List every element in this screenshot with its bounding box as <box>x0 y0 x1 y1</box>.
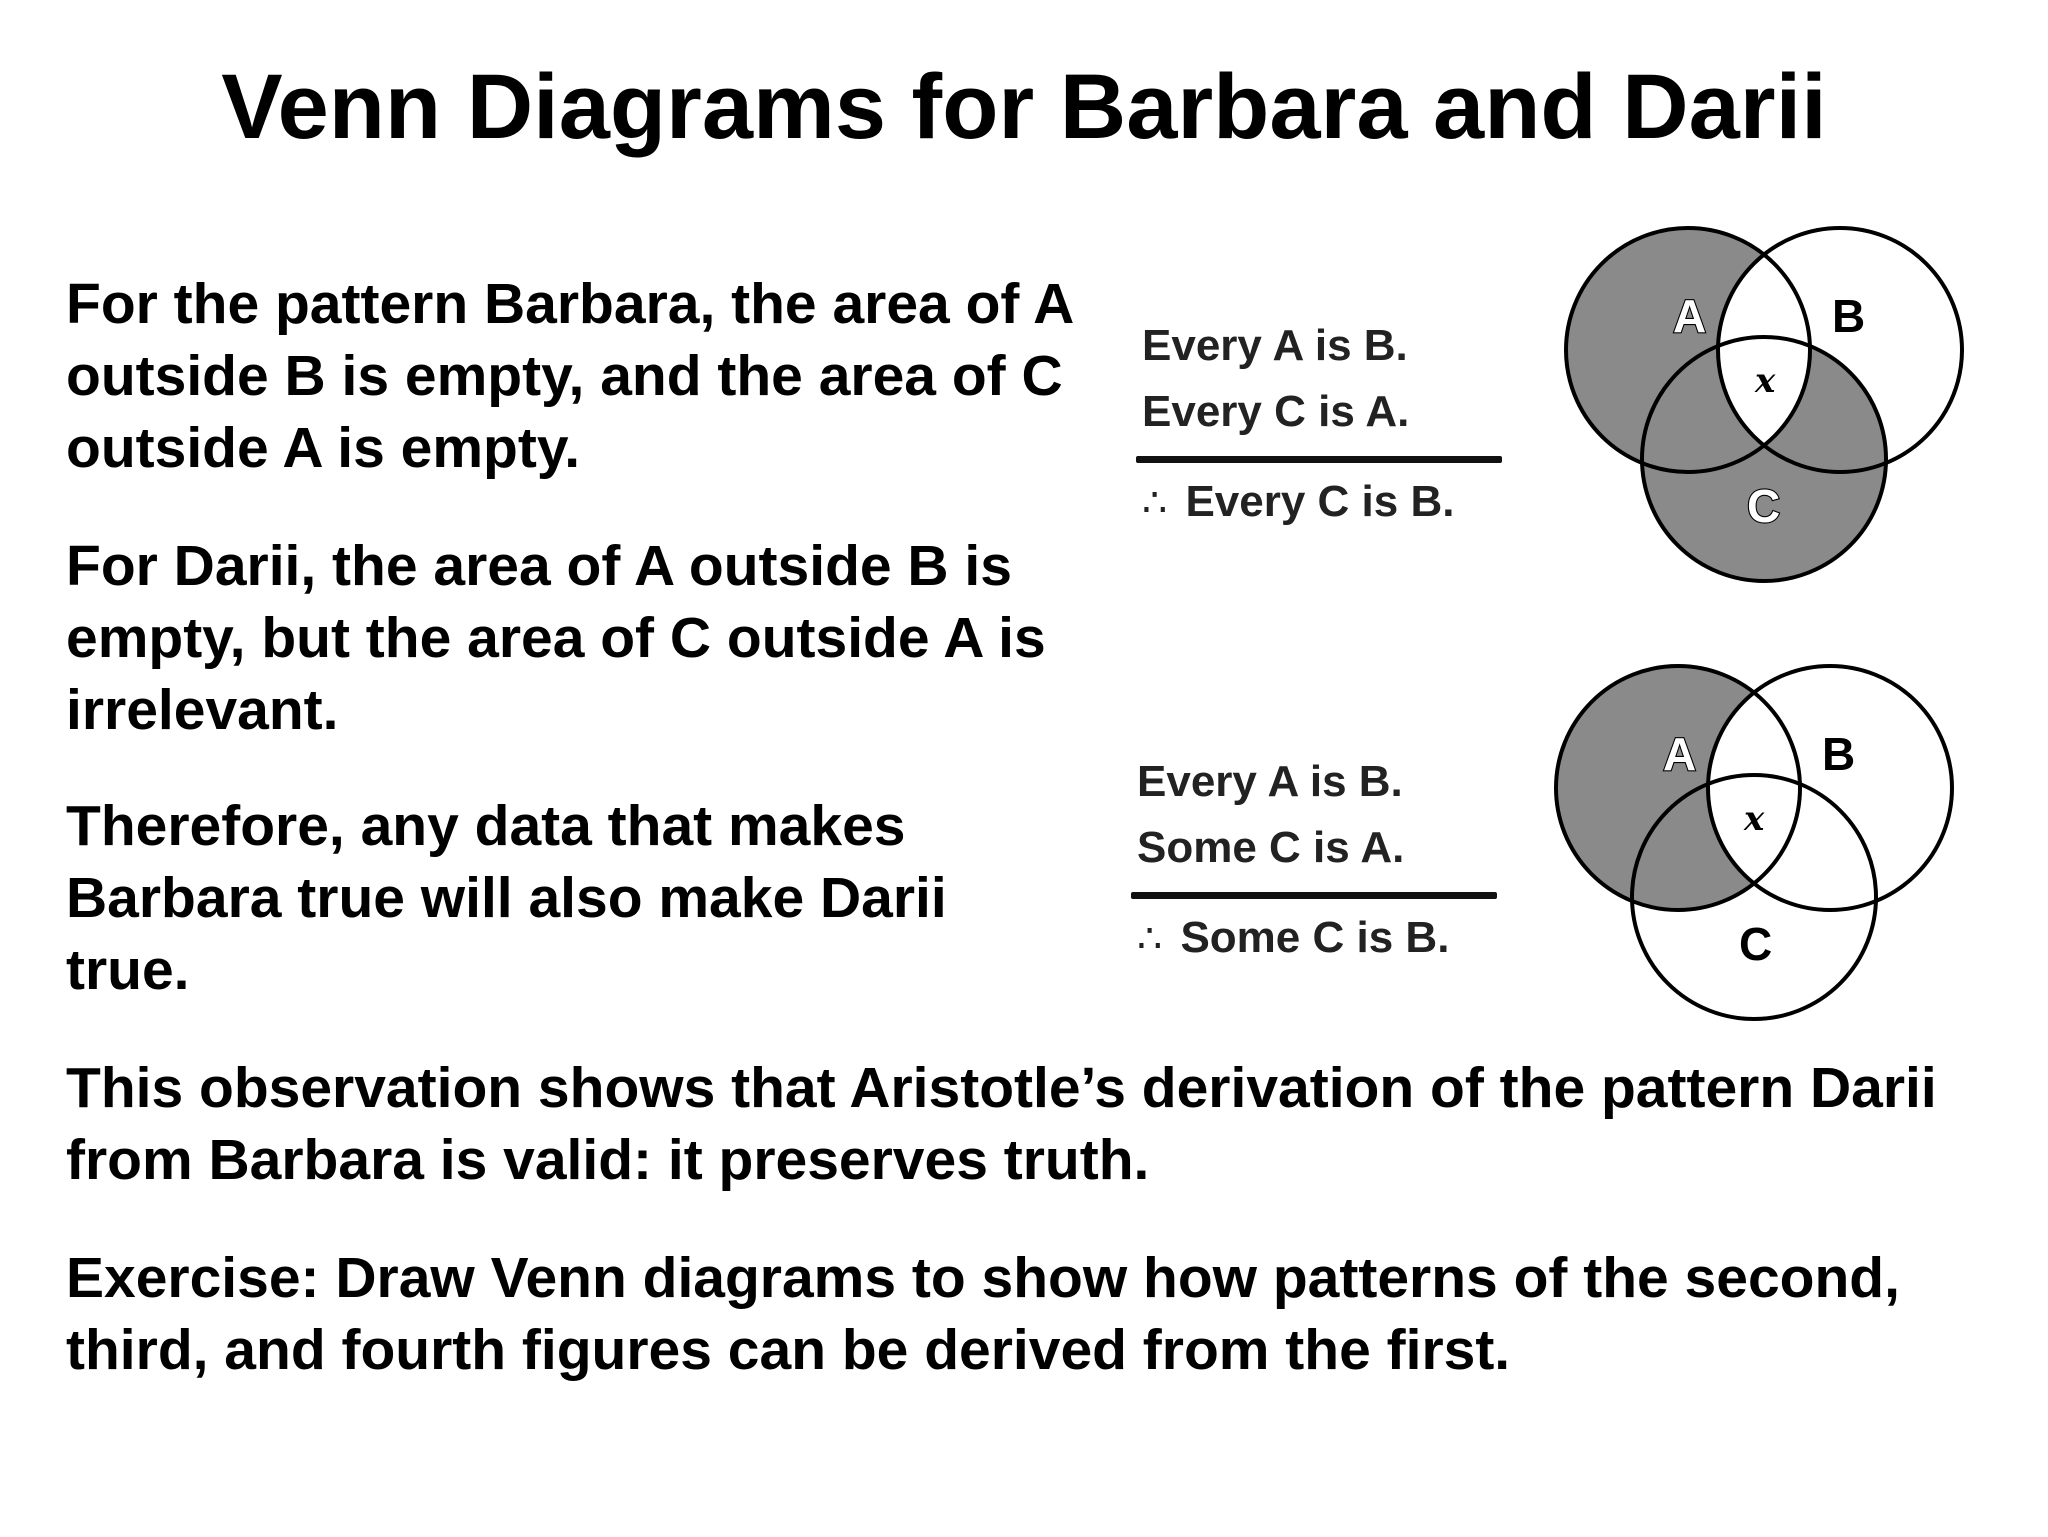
barbara-conclusion-line <box>1142 476 1454 529</box>
darii-premise-2: Some C is A. <box>1137 823 1405 872</box>
barbara-premise-1: Every A is B. <box>1142 321 1408 370</box>
label-c: C <box>1739 918 1773 970</box>
therefore-symbol: ∴ <box>1137 916 1163 962</box>
label-c: C <box>1747 480 1781 532</box>
darii-explanation: For Darii, the area of A outside B is empty, but the area of C outside A is irrelevant. <box>66 534 1046 742</box>
therefore-statement: Therefore, any data that makes Barbara true will also make Darii true. <box>66 794 947 1002</box>
barbara-venn-diagram <box>1560 220 1980 590</box>
barbara-premise-2: Every C is A. <box>1142 387 1410 436</box>
label-a: A <box>1663 728 1697 780</box>
validity-observation: This observation shows that Aristotle’s derivation of the pattern Darii from Barbara is valid: it preserves truth. <box>66 1056 1937 1192</box>
darii-conclusion-line <box>1137 912 1449 965</box>
exercise-statement: Exercise: Draw Venn diagrams to show how patterns of the second, third, and fourth figures can be derived from the first. <box>66 1246 1900 1382</box>
barbara-explanation: For the pattern Barbara, the area of A outside B is empty, and the area of C outside A is empty. <box>66 272 1073 480</box>
darii-inference-line <box>1131 892 1497 899</box>
label-a: A <box>1673 290 1707 342</box>
darii-conclusion: Some C is B. <box>1180 913 1450 962</box>
shaded-region-a-outside-b <box>1550 658 1970 1028</box>
barbara-conclusion: Every C is B. <box>1185 477 1455 526</box>
x-mark: x <box>1744 799 1765 839</box>
darii-venn-diagram <box>1550 658 1970 1028</box>
darii-premise-1: Every A is B. <box>1137 757 1403 806</box>
barbara-syllogism <box>1142 320 1522 540</box>
label-b: B <box>1822 728 1856 780</box>
barbara-inference-line <box>1136 456 1502 463</box>
slide-title: Venn Diagrams for Barbara and Darii <box>221 56 1827 158</box>
x-mark: x <box>1755 361 1776 401</box>
darii-syllogism <box>1137 756 1517 976</box>
therefore-symbol: ∴ <box>1142 480 1168 526</box>
label-b: B <box>1832 290 1866 342</box>
